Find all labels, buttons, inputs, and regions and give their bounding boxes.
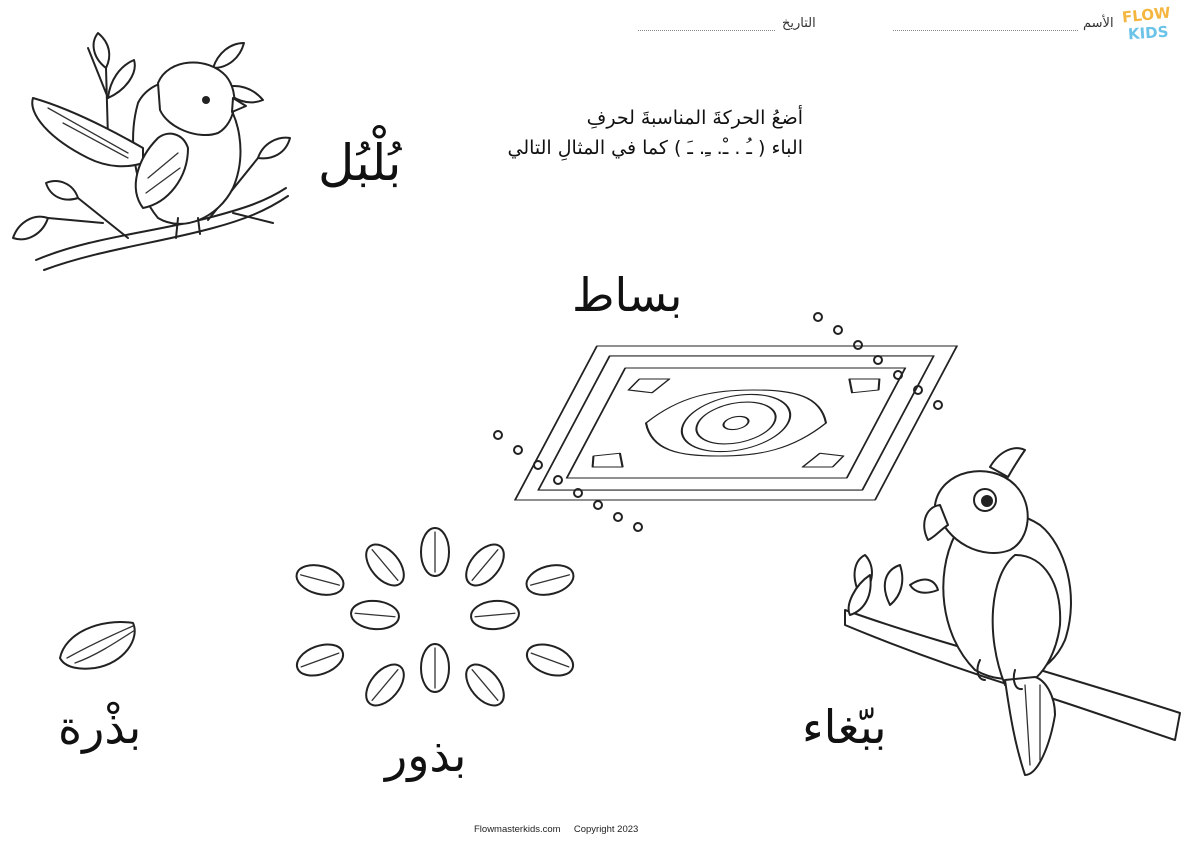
instructions (383, 103, 803, 163)
logo-line1: FLOW (1121, 3, 1172, 27)
bird-on-branch-icon (8, 28, 293, 273)
seed-word: بذْرة (58, 700, 142, 754)
date-line[interactable] (638, 30, 775, 31)
seeds-word: بذور (385, 728, 467, 782)
footer (474, 824, 638, 835)
flow-kids-logo (1120, 4, 1180, 48)
seed-icon (55, 618, 145, 673)
footer-site[interactable]: Flowmasterkids.com (474, 824, 561, 835)
footer-copyright: Copyright 2023 (573, 824, 639, 835)
date-label: التاريخ (782, 16, 816, 31)
instruction-line-1: أضعُ الحركةَ المناسبةَ لحرفِ (586, 107, 803, 129)
name-label: الأسم (1083, 16, 1114, 31)
carpet-word: بساط (572, 268, 683, 322)
example-word (318, 134, 401, 192)
parrot-word: ببّغاء (802, 700, 887, 754)
name-line[interactable] (893, 30, 1078, 31)
logo-line2: KIDS (1127, 22, 1170, 44)
seeds-circle-icon (290, 520, 580, 725)
instruction-line-2: الباء ( ـُ . ـْ. ـِ. ـَ ) كما في المثالِ التالي (507, 137, 803, 159)
example-word-text: بُلْبُل (318, 134, 402, 192)
parrot-on-branch-icon (840, 445, 1185, 785)
